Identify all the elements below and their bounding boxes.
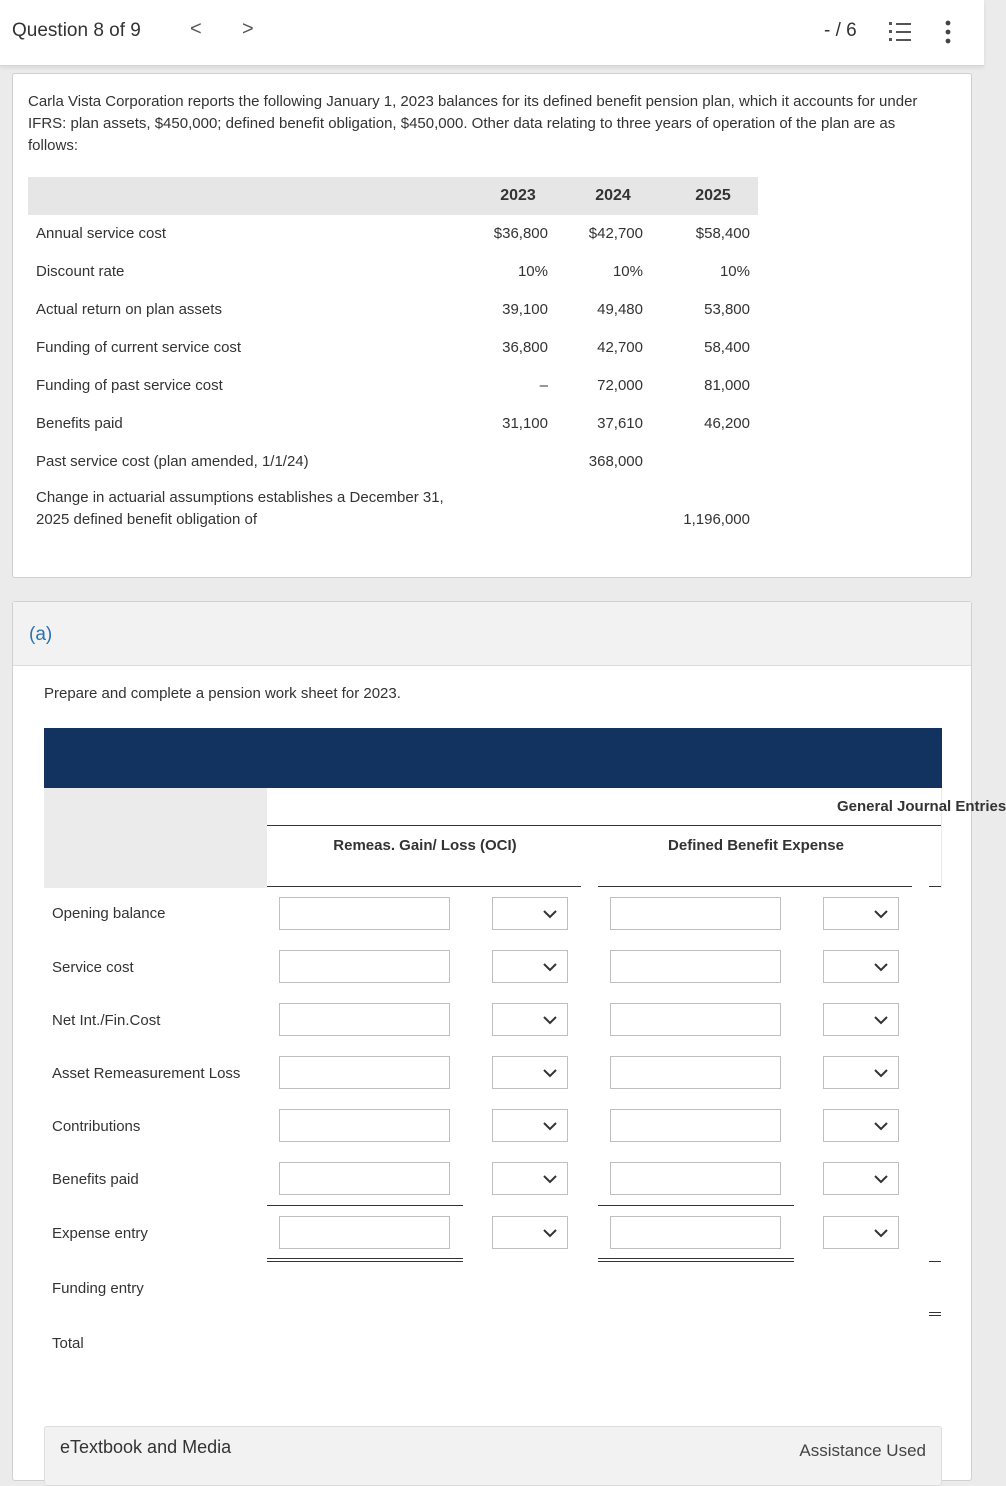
expense-amount-input[interactable]: [610, 1216, 781, 1249]
worksheet-title-bar: [44, 728, 942, 788]
worksheet-row-label: Opening balance: [52, 905, 166, 922]
header-divider: [267, 825, 941, 826]
row-value: 31,100: [502, 415, 548, 432]
expense-dr-cr-select[interactable]: [823, 950, 899, 983]
oci-dr-cr-select[interactable]: [492, 897, 568, 930]
data-table-header: [28, 177, 758, 215]
row-value: –: [539, 377, 548, 394]
oci-amount-input[interactable]: [279, 1216, 450, 1249]
expense-column-header: Defined Benefit Expense: [668, 837, 844, 854]
expense-amount-input[interactable]: [610, 1056, 781, 1089]
oci-amount-input[interactable]: [279, 950, 450, 983]
worksheet-row-label: Asset Remeasurement Loss: [52, 1065, 241, 1082]
oci-dr-cr-select[interactable]: [492, 1216, 568, 1249]
total-double-underline: [267, 1258, 463, 1259]
chevron-down-icon: [542, 1120, 558, 1132]
more-options-icon[interactable]: [938, 19, 958, 45]
problem-card: [12, 73, 972, 578]
oci-dr-cr-select[interactable]: [492, 1162, 568, 1195]
data-row: [28, 291, 758, 329]
row-label: Actual return on plan assets: [36, 301, 222, 318]
total-double-underline: [929, 1315, 941, 1316]
expense-amount-input[interactable]: [610, 950, 781, 983]
row-label: Funding of current service cost: [36, 339, 242, 356]
expense-dr-cr-select[interactable]: [823, 1056, 899, 1089]
row-value: 53,800: [704, 301, 750, 318]
row-value: 49,480: [597, 301, 643, 318]
column-underline: [929, 886, 941, 887]
data-row: [28, 443, 758, 481]
row-label: Past service cost (plan amended, 1/1/24): [36, 453, 309, 470]
worksheet-row-label: Funding entry: [52, 1280, 144, 1297]
chevron-down-icon: [542, 1014, 558, 1026]
worksheet-row-label: Total: [52, 1335, 84, 1352]
total-double-underline: [267, 1261, 463, 1262]
year-header: 2025: [695, 187, 731, 204]
chevron-down-icon: [873, 1173, 889, 1185]
question-header: [0, 0, 984, 66]
data-row: [28, 215, 758, 253]
row-value: 10%: [612, 263, 643, 280]
worksheet-row-label: Benefits paid: [52, 1171, 139, 1188]
worksheet-row-label: Net Int./Fin.Cost: [52, 1012, 161, 1029]
oci-amount-input[interactable]: [279, 1162, 450, 1195]
chevron-down-icon: [542, 908, 558, 920]
expense-amount-input[interactable]: [610, 1003, 781, 1036]
expense-dr-cr-select[interactable]: [823, 1162, 899, 1195]
chevron-down-icon: [542, 961, 558, 973]
score-display: - / 6: [824, 20, 857, 41]
worksheet-row-label: Contributions: [52, 1118, 141, 1135]
chevron-down-icon: [542, 1067, 558, 1079]
row-value: 58,400: [704, 339, 750, 356]
chevron-down-icon: [873, 1120, 889, 1132]
chevron-down-icon: [873, 1067, 889, 1079]
part-label: (a): [29, 624, 53, 645]
oci-dr-cr-select[interactable]: [492, 1003, 568, 1036]
oci-amount-input[interactable]: [279, 1109, 450, 1142]
oci-dr-cr-select[interactable]: [492, 1109, 568, 1142]
expense-amount-input[interactable]: [610, 1162, 781, 1195]
assistance-used-label: Assistance Used: [799, 1441, 926, 1460]
problem-statement: Carla Vista Corporation reports the following January 1, 2023 balances for its defined benefit pension plan, which it accounts for under IFRS: plan assets, $450,000; defined benefit obligation, $450,000. Other data relating to three years of operation of the plan are as follows:: [28, 93, 918, 154]
row-label: Change in actuarial assumptions establishes a December 31, 2025 defined benefit obligation of: [36, 489, 444, 528]
total-double-underline: [598, 1261, 794, 1262]
instruction-text: Prepare and complete a pension work sheet for 2023.: [44, 685, 401, 702]
row-value: 10%: [517, 263, 548, 280]
row-value: 368,000: [588, 453, 643, 470]
data-row: [28, 487, 758, 537]
data-row: [28, 329, 758, 367]
etextbook-link[interactable]: eTextbook and Media: [60, 1437, 232, 1457]
column-underline: [598, 886, 912, 887]
row-label: Discount rate: [36, 263, 125, 280]
subtotal-underline: [267, 1205, 463, 1206]
data-row: [28, 405, 758, 443]
oci-dr-cr-select[interactable]: [492, 1056, 568, 1089]
oci-dr-cr-select[interactable]: [492, 950, 568, 983]
expense-amount-input[interactable]: [610, 1109, 781, 1142]
oci-amount-input[interactable]: [279, 1003, 450, 1036]
chevron-down-icon: [542, 1227, 558, 1239]
chevron-down-icon: [873, 1227, 889, 1239]
expense-dr-cr-select[interactable]: [823, 1003, 899, 1036]
year-header: 2023: [500, 187, 536, 204]
total-double-underline: [929, 1312, 941, 1313]
row-label: Funding of past service cost: [36, 377, 223, 394]
chevron-down-icon: [873, 1014, 889, 1026]
row-value: 36,800: [502, 339, 548, 356]
row-value: 37,610: [597, 415, 643, 432]
oci-amount-input[interactable]: [279, 897, 450, 930]
row-value: 10%: [719, 263, 750, 280]
row-label: Benefits paid: [36, 415, 123, 432]
expense-dr-cr-select[interactable]: [823, 1109, 899, 1142]
row-value: $36,800: [493, 225, 548, 242]
data-row: [28, 367, 758, 405]
row-value: 39,100: [502, 301, 548, 318]
chevron-down-icon: [873, 961, 889, 973]
row-value: 1,196,000: [683, 511, 750, 528]
part-a-card: [12, 601, 1006, 1481]
expense-dr-cr-select[interactable]: [823, 897, 899, 930]
row-value: $58,400: [695, 225, 750, 242]
question-label: Question 8 of 9: [12, 20, 141, 41]
expense-dr-cr-select[interactable]: [823, 1216, 899, 1249]
row-value: 46,200: [704, 415, 750, 432]
next-question-button[interactable]: >: [242, 18, 254, 40]
chevron-down-icon: [873, 908, 889, 920]
oci-amount-input[interactable]: [279, 1056, 450, 1089]
row-value: $42,700: [588, 225, 643, 242]
year-header: 2024: [595, 187, 631, 204]
total-double-underline: [598, 1258, 794, 1259]
expense-amount-input[interactable]: [610, 897, 781, 930]
chevron-down-icon: [542, 1173, 558, 1185]
row-value: 81,000: [704, 377, 750, 394]
worksheet-row-label: Expense entry: [52, 1225, 148, 1242]
row-label: Annual service cost: [36, 225, 167, 242]
column-underline: [267, 886, 581, 887]
subtotal-underline: [598, 1205, 794, 1206]
total-double-underline: [929, 1261, 941, 1262]
row-value: 72,000: [597, 377, 643, 394]
oci-column-header: Remeas. Gain/ Loss (OCI): [333, 837, 517, 854]
part-header: [13, 602, 971, 666]
general-journal-header: General Journal Entries: [837, 798, 1006, 815]
previous-question-button[interactable]: <: [190, 18, 202, 40]
data-row: [28, 253, 758, 291]
etextbook-bar: [44, 1426, 942, 1486]
question-list-icon[interactable]: [888, 21, 912, 43]
worksheet-row-label: Service cost: [52, 959, 134, 976]
row-value: 42,700: [597, 339, 643, 356]
